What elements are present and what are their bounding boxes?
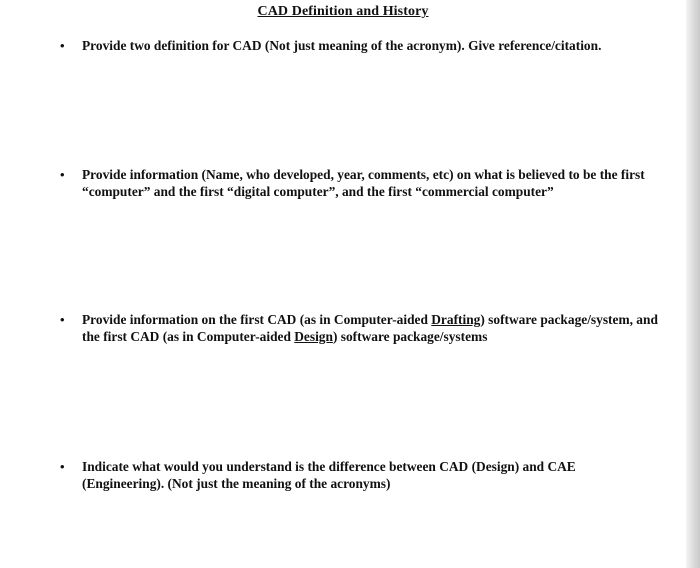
bullet-icon: • bbox=[60, 459, 65, 474]
bullet-icon: • bbox=[60, 167, 65, 182]
question-text-1: Provide two definition for CAD (Not just meaning of the acronym). Give reference/citation. bbox=[82, 38, 602, 53]
question-text-3: Provide information on the first CAD (as in Computer-aided Drafting) software package/system, and the first CAD (as in Computer-aided Design) software package/systems bbox=[82, 312, 658, 344]
bullet-icon: • bbox=[60, 312, 65, 327]
underlined-term-drafting: Drafting bbox=[431, 312, 481, 327]
question-text-4: Indicate what would you understand is the difference between CAD (Design) and CAE (Engineering). (Not just the meaning of the acronyms) bbox=[82, 459, 576, 491]
page-edge-shadow bbox=[686, 0, 700, 568]
underlined-term-design: Design bbox=[294, 329, 333, 344]
bullet-icon: • bbox=[60, 38, 65, 53]
document-title: CAD Definition and History bbox=[257, 4, 429, 19]
question-text-2: Provide information (Name, who developed, year, comments, etc) on what is believed to be the first “computer” and the first “digital computer”, and the first “commercial computer” bbox=[82, 167, 645, 199]
